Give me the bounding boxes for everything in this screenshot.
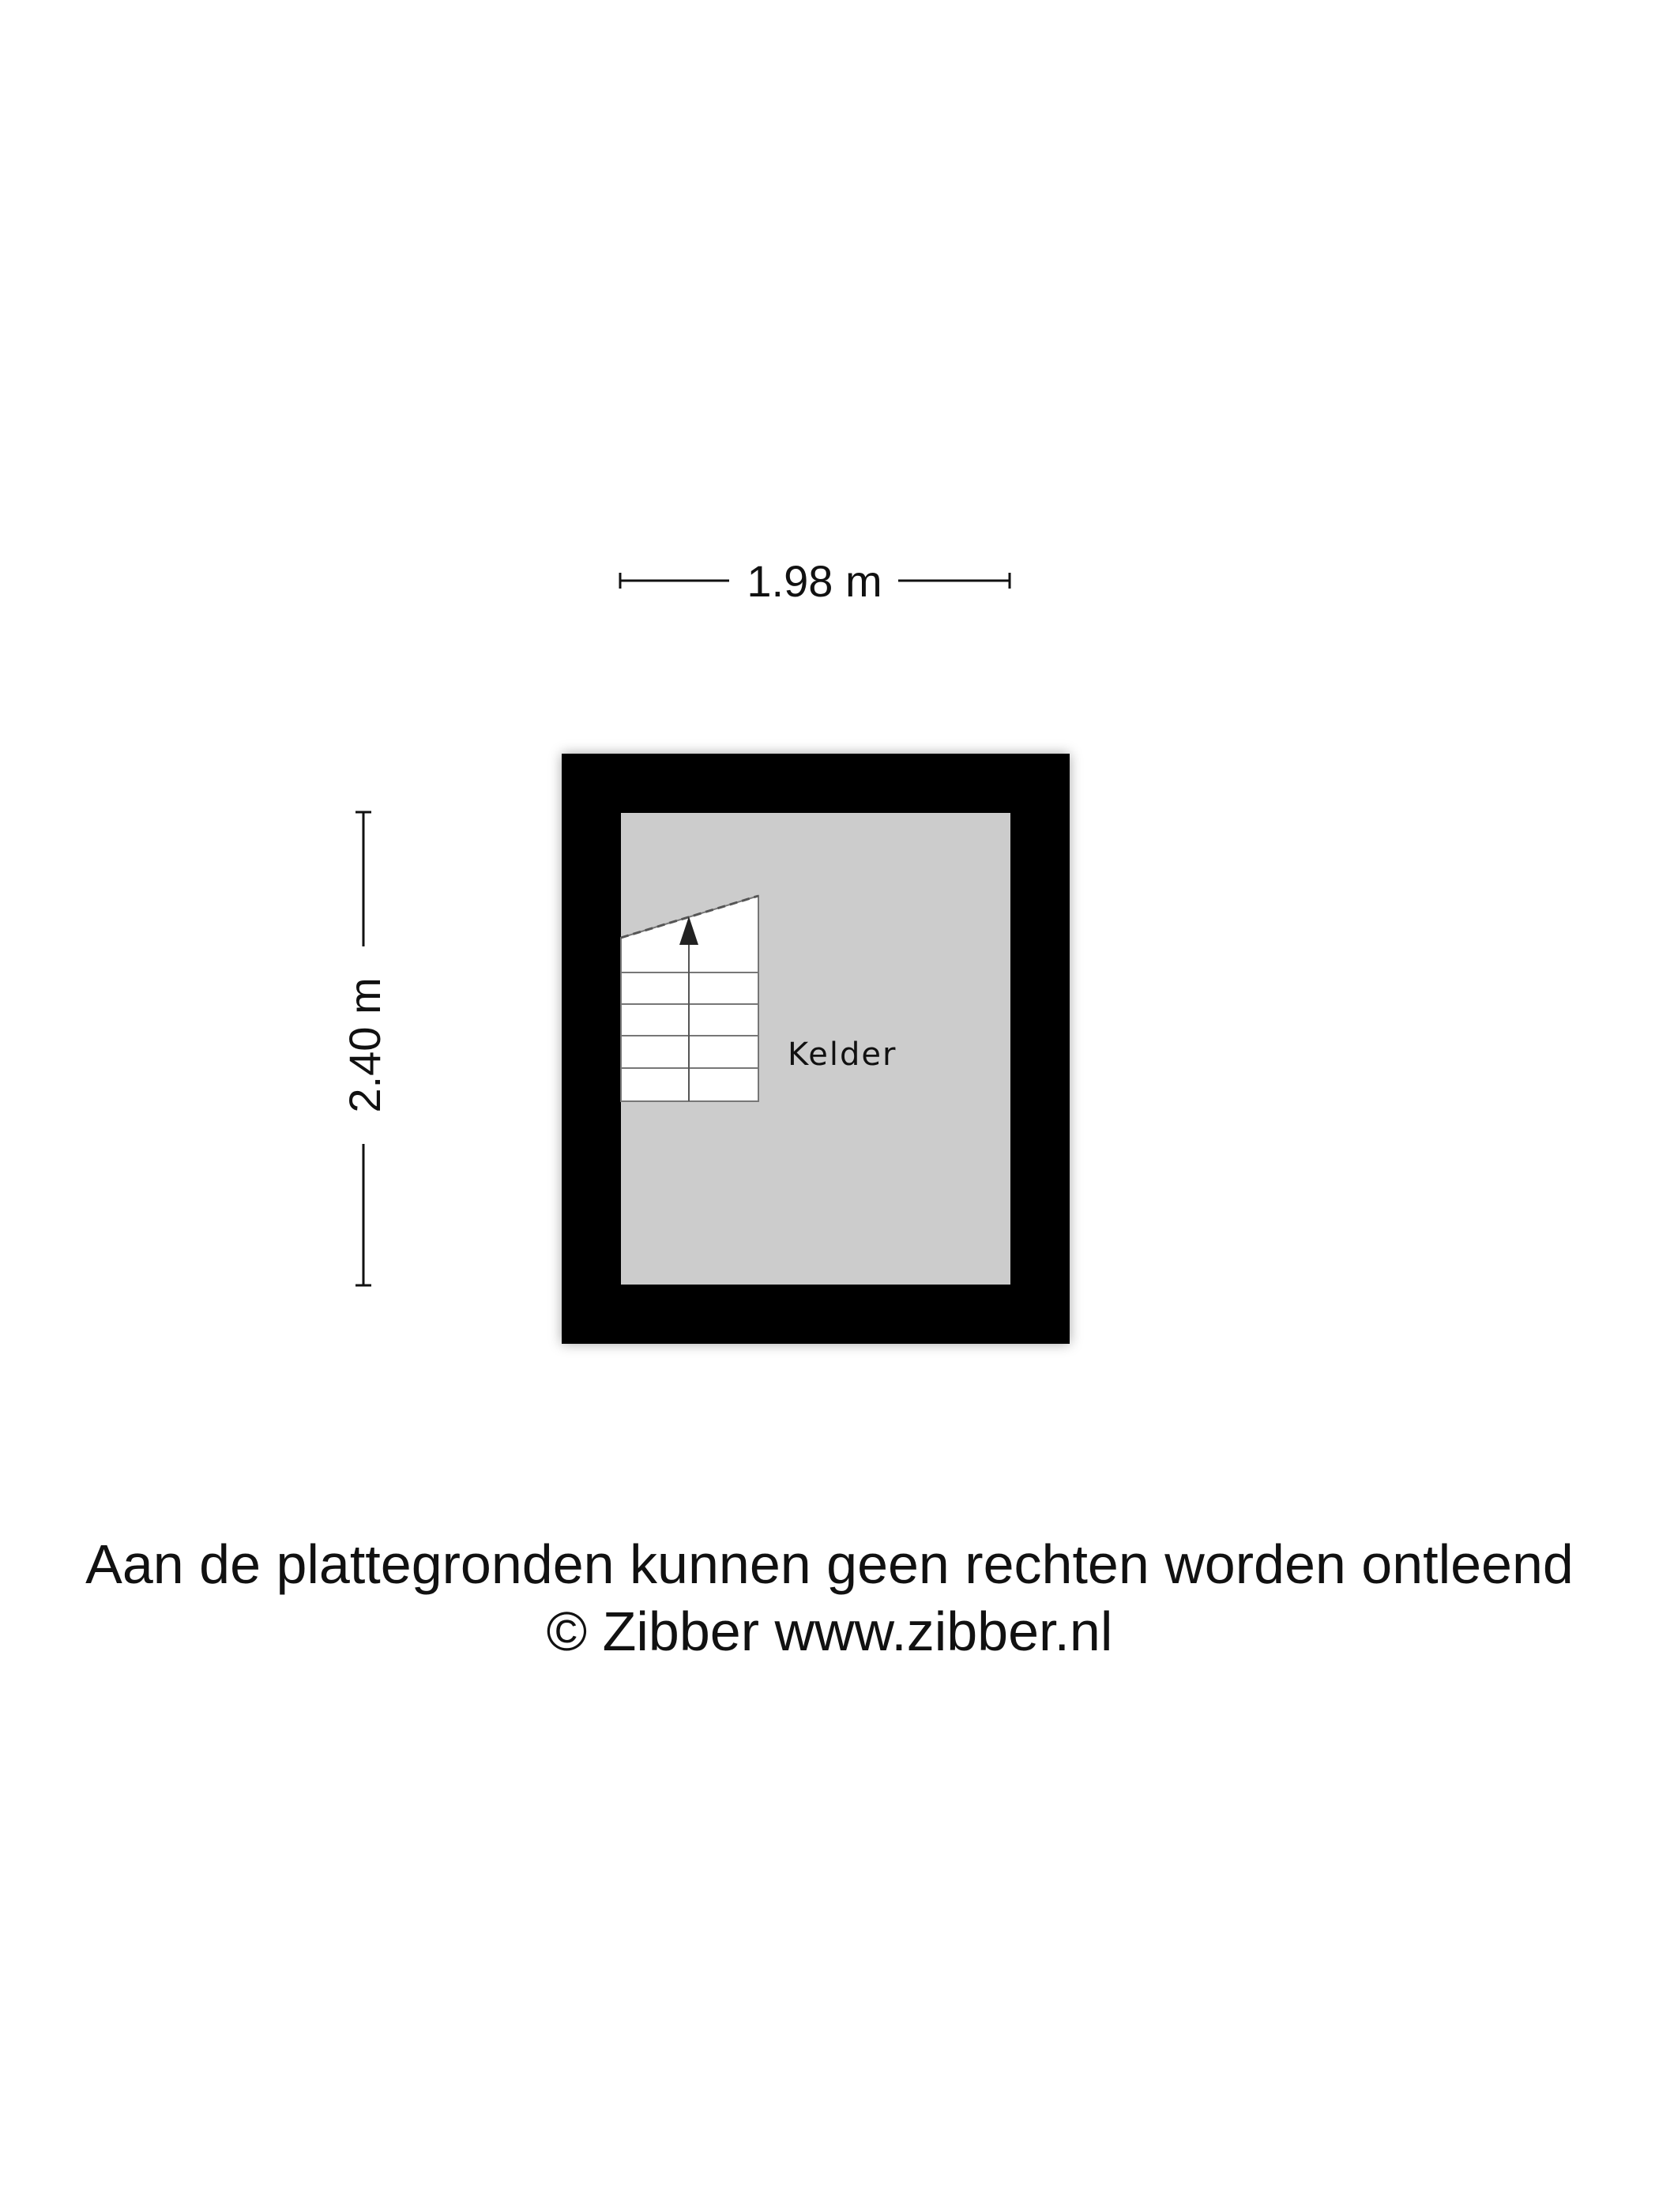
height-dimension [340, 812, 389, 1285]
room-label-kelder: Kelder [788, 1036, 897, 1073]
width-dimension-label: 1.98 m [747, 556, 882, 606]
height-dimension-label: 2.40 m [340, 977, 389, 1113]
copyright-text: © Zibber www.zibber.nl [546, 1601, 1113, 1662]
disclaimer-text: Aan de plattegronden kunnen geen rechten worden ontleend [85, 1533, 1574, 1595]
width-dimension [620, 556, 1010, 606]
